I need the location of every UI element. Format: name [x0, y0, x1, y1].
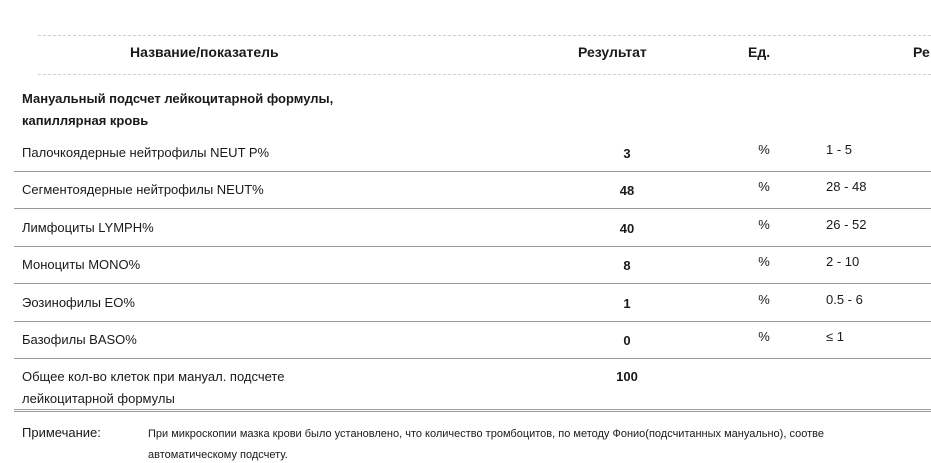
row-divider: [14, 171, 931, 172]
row-unit: %: [758, 329, 770, 344]
row-name: Палочкоядерные нейтрофилы NEUT P%: [22, 145, 270, 160]
header-bottom-divider: [38, 74, 931, 75]
row-result: 48: [619, 183, 635, 198]
note-label: Примечание:: [22, 425, 101, 440]
row-divider: [14, 283, 931, 284]
table-bottom-divider: [14, 409, 931, 412]
row-unit: %: [758, 179, 770, 194]
note-text-line2: автоматическому подсчету.: [148, 449, 288, 461]
row-name: Эозинофилы EO%: [22, 295, 135, 310]
row-divider: [14, 246, 931, 247]
row-result: 1: [623, 296, 631, 311]
row-reference: ≤ 1: [826, 329, 844, 344]
column-header-unit: Ед.: [748, 44, 771, 60]
row-name: Моноциты MONO%: [22, 257, 141, 272]
total-result: 100: [616, 369, 638, 384]
row-unit: %: [758, 254, 770, 269]
row-reference: 28 - 48: [826, 179, 867, 194]
column-header-result: Результат: [578, 44, 647, 60]
total-name-line2: лейкоцитарной формулы: [22, 391, 175, 406]
row-reference: 26 - 52: [826, 217, 867, 232]
row-unit: %: [758, 292, 770, 307]
note-text-line1: При микроскопии мазка крови было установлено, что количество тромбоцитов, по методу Фонио(подсчитанных мануально), соотве: [148, 428, 824, 440]
row-result: 3: [623, 146, 631, 161]
row-unit: %: [758, 142, 770, 157]
section-title-line1: Мануальный подсчет лейкоцитарной формулы,: [22, 91, 334, 106]
header-top-divider: [38, 35, 931, 36]
column-header-name: Название/показатель: [130, 44, 279, 60]
row-reference: 2 - 10: [826, 254, 860, 269]
row-divider: [14, 208, 931, 209]
row-reference: 0.5 - 6: [826, 292, 863, 307]
note-text: [148, 424, 931, 463]
row-divider: [14, 321, 931, 322]
total-name-line1: Общее кол-во клеток при мануал. подсчете: [22, 369, 285, 384]
row-name: Базофилы BASO%: [22, 332, 137, 347]
row-result: 0: [623, 333, 631, 348]
row-unit: %: [758, 217, 770, 232]
row-result: 8: [623, 258, 631, 273]
row-result: 40: [619, 221, 635, 236]
row-divider: [14, 358, 931, 359]
column-header-reference: Ре: [913, 44, 930, 60]
row-reference: 1 - 5: [826, 142, 853, 157]
section-title-line2: капиллярная кровь: [22, 113, 149, 128]
row-name: Лимфоциты LYMPH%: [22, 220, 154, 235]
row-name: Сегментоядерные нейтрофилы NEUT%: [22, 182, 264, 197]
